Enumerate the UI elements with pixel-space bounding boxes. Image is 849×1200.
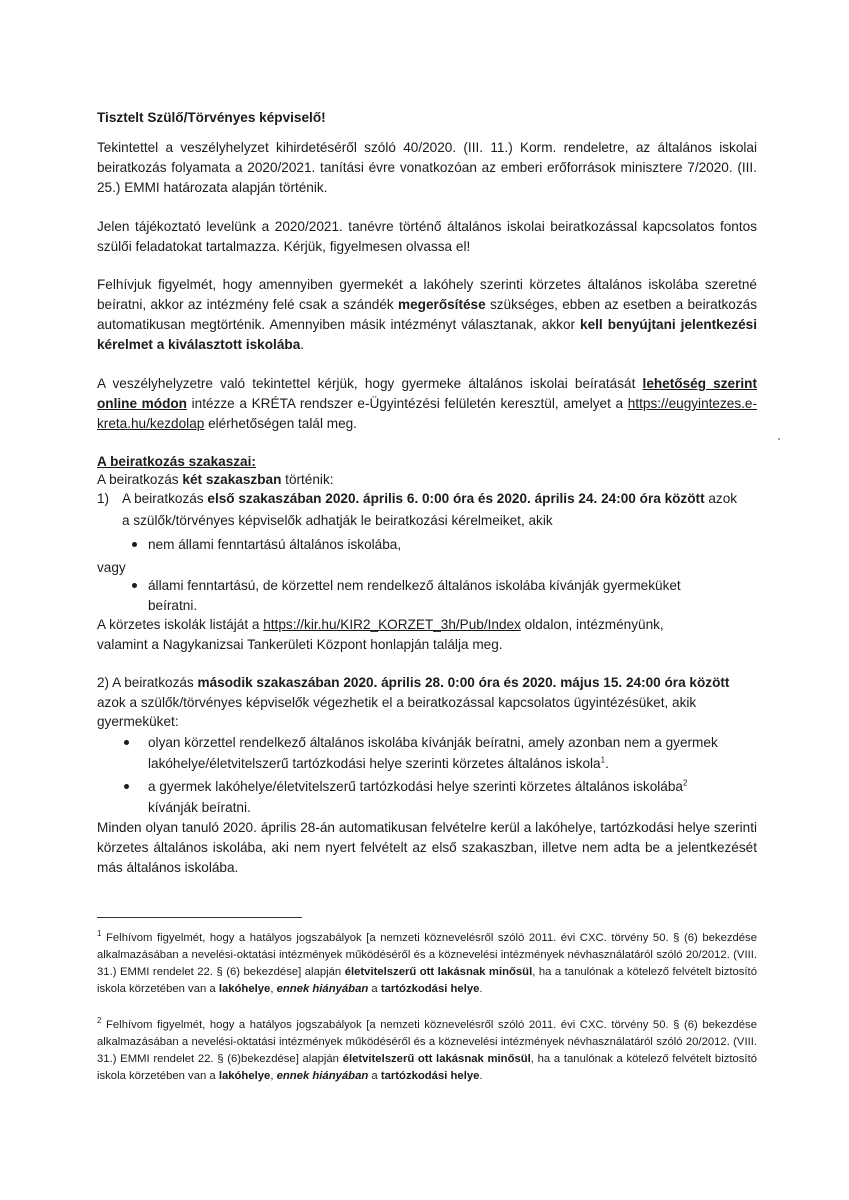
footnote-1: $^1$ Felhívom figyelmét, hogy a hatályos jogszabályok [a nemzeti köznevelésről szóló 2011. évi CXC. törvény 50. § (6) bekezdése alkalmazásában a nevelési-oktatási intézmények működéséről és a köznevelési intézmények névhasználatáról szóló 20/2012. (VIII. 31.) EMMI rendelet 22. § (6) bekezdése] alapján életvitelszerű ott lakásnak minősül, ha a tanulónak a kötelező felvételt biztosító iskola körzetében van a lakóhelye, ennek hiányában a tartózkodási helye. — [97, 929, 757, 995]
footnote-separator — [97, 917, 302, 918]
footnote-ref-1[interactable]: 1 — [600, 755, 606, 765]
footnote-2: $^2$ Felhívom figyelmét, hogy a hatályos jogszabályok [a nemzeti köznevelésről szóló 2011. évi CXC. törvény 50. § (6) bekezdése alkalmazásában a nevelési-oktatási intézmények működéséről és a köznevelési intézmények névhasználatáról szóló 20/2012. (VIII. 31.) EMMI rendelet 22. § (6)bekezdése] alapján életvitelszerű ott lakásnak minősül, ha a tanulónak a kötelező felvételt biztosító iskola körzetében van a lakóhelye, ennek hiányában a tartózkodási helye. — [97, 1016, 757, 1082]
greeting: Tisztelt Szülő/Törvényes képviselő! — [97, 110, 326, 125]
stage1-bullet1: nem állami fenntartású általános iskolába, — [148, 537, 402, 552]
stage2-bullet2-line2: kívánják beíratni. — [148, 800, 251, 815]
bullet-dot — [124, 740, 129, 745]
paragraph-online-enrollment: A veszélyhelyzetre való tekintettel kérjük, hogy gyermeke általános iskolai beíratását lehetőség szerint online módon intézze a KRÉTA rendszer e-Ügyintézési felületén keresztül, amelyet a https://eugyintezes.e-kreta.hu/kezdolap elérhetőségen talál meg. — [97, 376, 757, 431]
school-list-line1: A körzetes iskolák listáját a https://kir.hu/KIR2_KORZET_3h/Pub/Index oldalon, intézményünk, — [97, 617, 664, 632]
stage1-line1: A beiratkozás első szakaszában 2020. április 6. 0:00 óra és 2020. április 24. 24:00 óra között azok — [122, 491, 738, 506]
stage2-line2: azok a szülők/törvényes képviselők végezhetik el a beiratkozással kapcsolatos ügyintézésüket, akik — [97, 695, 697, 710]
footnote-ref-2[interactable]: 2 — [682, 778, 688, 788]
stage2-bullet1-line1: olyan körzettel rendelkező általános iskolába kívánják beíratni, amely azonban nem a gyermek — [148, 735, 718, 750]
school-list-line2: valamint a Nagykanizsai Tankerületi Központ honlapján találja meg. — [97, 637, 503, 652]
scan-speck — [778, 438, 780, 440]
paragraph-legal-basis: Tekintettel a veszélyhelyzet kihirdetéséről szóló 40/2020. (III. 11.) Korm. rendeletre, az általános iskolai beiratkozás folyamata a 2020/2021. tanítási évre vonatkozóan az emberi erőforrások minisztere 7/2020. (III. 25.) EMMI határozata alapján történik. — [97, 140, 757, 195]
stage1-line2: a szülők/törvényes képviselők adhatják le beiratkozási kérelmeiket, akik — [122, 513, 553, 528]
stage1-or: vagy — [97, 560, 126, 575]
stage2-line1: 2) A beiratkozás második szakaszában 2020. április 28. 0:00 óra és 2020. május 15. 24:00 óra között — [97, 675, 730, 690]
stage2-bullet2-line1: a gyermek lakóhelye/életvitelszerű tartózkodási helye szerinti körzetes általános iskolába$^2$ — [148, 778, 688, 794]
stage2-line3: gyermeküket: — [97, 714, 179, 729]
bullet-dot — [124, 784, 129, 789]
section-intro: A beiratkozás két szakaszban történik: — [97, 472, 334, 487]
section-heading: A beiratkozás szakaszai: — [97, 454, 256, 469]
stage2-bullet1-line2: lakóhelye/életvitelszerű tartózkodási helye szerinti körzetes általános iskola$^1$. — [148, 755, 609, 771]
bullet-dot — [132, 583, 137, 588]
stage1-bullet2-line2: beíratni. — [148, 598, 198, 613]
stage1-number: 1) — [97, 491, 110, 506]
kir-link[interactable]: https://kir.hu/KIR2_KORZET_3h/Pub/Index — [263, 617, 521, 632]
closing-paragraph: Minden olyan tanuló 2020. április 28-án automatikusan felvételre kerül a lakóhelye, tartózkodási helye szerinti körzetes általános iskolába, aki nem nyert felvételt az első szakaszban, illetve nem adta be a jelentkezését más általános iskolába. — [97, 820, 757, 875]
bullet-dot — [132, 542, 137, 547]
paragraph-intro: Jelen tájékoztató levelünk a 2020/2021. tanévre történő általános iskolai beiratkozással kapcsolatos fontos szülői feladatokat tartalmazza. Kérjük, figyelmesen olvassa el! — [97, 219, 757, 254]
stage1-bullet2-line1: állami fenntartású, de körzettel nem rendelkező általános iskolába kívánják gyermeküket — [148, 578, 681, 593]
kreta-link[interactable]: https://eugyintezes.e-kreta.hu/kezdolap — [97, 396, 757, 431]
paragraph-enrollment-info: Felhívjuk figyelmét, hogy amennyiben gyermekét a lakóhely szerinti körzetes általános iskolába szeretné beíratni, akkor az intézmény felé csak a szándék megerősítése szükséges, ebben az esetben a beiratkozás automatikusan megtörténik. Amennyiben másik intézményt választanak, akkor kell benyújtani jelentkezési kérelmet a kiválasztott iskolába. — [97, 277, 757, 352]
